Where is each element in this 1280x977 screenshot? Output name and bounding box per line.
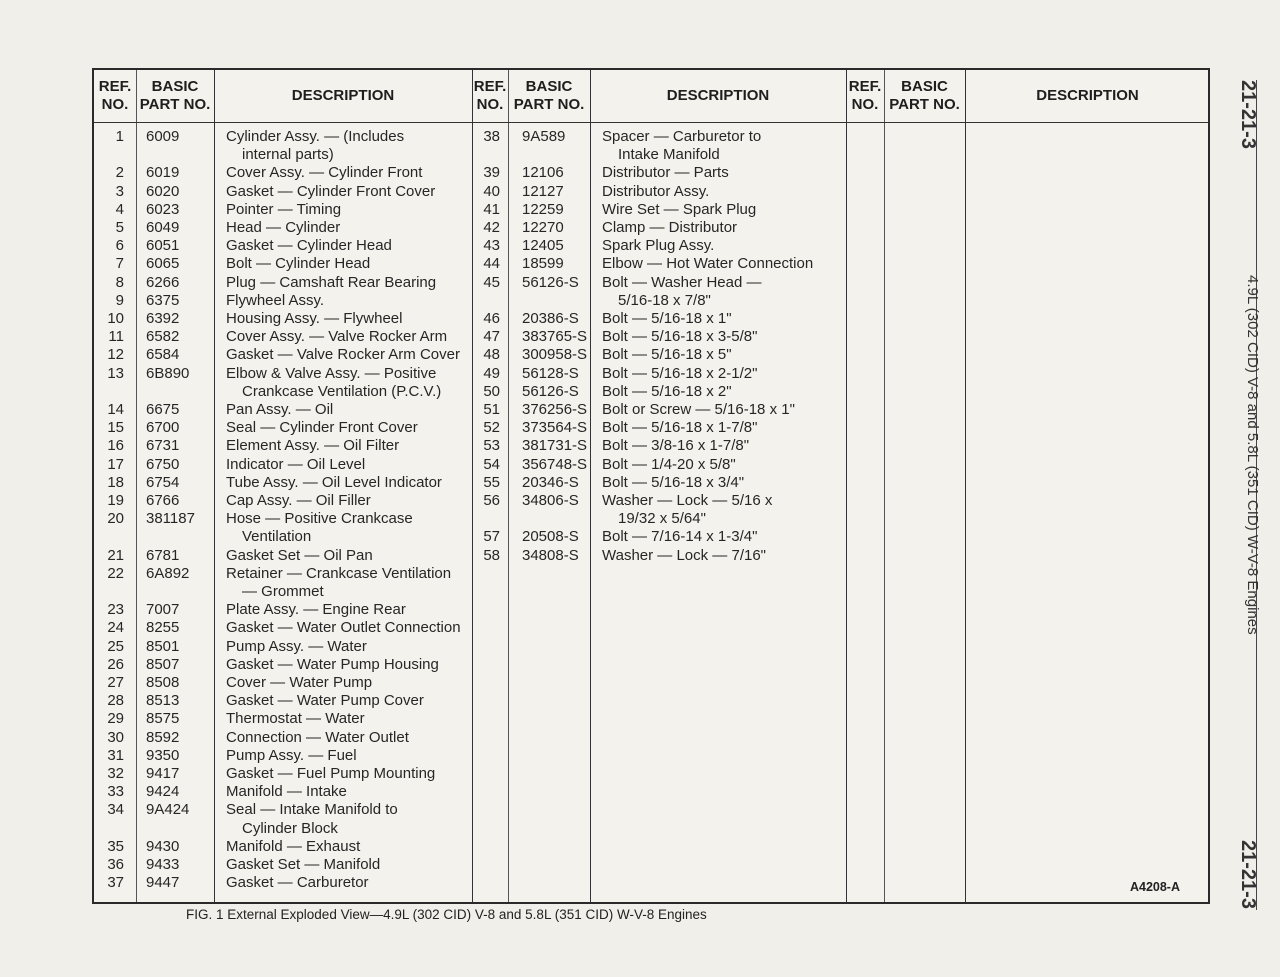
description xyxy=(226,310,402,328)
part-no: 8508 xyxy=(146,674,180,691)
description-line: Gasket — Fuel Pump Mounting xyxy=(226,765,436,782)
ref-no: 3 xyxy=(115,182,124,200)
description-line: Pointer — Timing xyxy=(226,200,342,218)
ref-no: 36 xyxy=(107,856,124,873)
part-no: 383765-S xyxy=(522,328,588,346)
description-line: Cover Assy. — Valve Rocker Arm xyxy=(226,328,448,346)
ref-no: 54 xyxy=(483,455,500,473)
ref-no: 15 xyxy=(107,419,124,437)
part-no: 6020 xyxy=(146,182,180,200)
description xyxy=(226,747,357,765)
description xyxy=(226,164,422,182)
ref-no: 5 xyxy=(115,219,124,236)
figure-id: A4208-A xyxy=(1129,880,1180,894)
ref-no: 30 xyxy=(107,728,124,746)
description xyxy=(226,401,333,419)
description xyxy=(602,383,732,401)
description-line: Bolt — 5/16-18 x 3-5/8" xyxy=(602,328,758,346)
ref-no: 44 xyxy=(483,255,500,273)
description xyxy=(226,474,442,492)
description-line: Bolt — Cylinder Head xyxy=(226,255,371,273)
ref-no: 41 xyxy=(483,200,500,218)
description-line: Bolt — 5/16-18 x 5" xyxy=(602,346,732,364)
description xyxy=(226,801,398,837)
description-line: Gasket — Cylinder Front Cover xyxy=(226,182,436,200)
description-line: Bolt — 7/16-14 x 1-3/4" xyxy=(602,528,758,546)
description-line: Gasket — Water Pump Housing xyxy=(226,655,439,673)
description-line: Gasket — Carburetor xyxy=(226,874,369,892)
description-line: Plate Assy. — Engine Rear xyxy=(226,601,406,619)
header-desc-label: DESCRIPTION xyxy=(666,87,770,104)
part-no: 8507 xyxy=(146,655,180,673)
part-no: 8255 xyxy=(146,619,180,637)
description xyxy=(226,874,369,892)
part-no: 9417 xyxy=(146,765,180,782)
description-line: Thermostat — Water xyxy=(226,710,365,728)
part-no: 6781 xyxy=(146,546,180,564)
description xyxy=(226,346,460,364)
description xyxy=(226,692,424,710)
description xyxy=(226,419,418,437)
ref-no: 6 xyxy=(115,237,124,255)
description xyxy=(226,783,347,801)
ref-no: 7 xyxy=(115,255,124,273)
ref-no: 10 xyxy=(107,310,124,327)
part-no: 8575 xyxy=(146,710,180,728)
ref-no: 4 xyxy=(115,200,124,218)
part-no: 8501 xyxy=(146,637,180,655)
description xyxy=(226,292,324,310)
header-part-label: BASIC PART NO. xyxy=(513,78,585,113)
description-continuation: 5/16-18 x 7/8" xyxy=(618,291,711,309)
description-line: Bolt — 3/8-16 x 1-7/8" xyxy=(602,437,750,455)
divider xyxy=(508,70,509,902)
header-ref-label: REF. NO. xyxy=(473,78,507,113)
description-line: Cover Assy. — Cylinder Front xyxy=(226,164,423,182)
description-line: Spark Plug Assy. xyxy=(602,237,715,255)
part-no: 6B890 xyxy=(146,364,190,382)
part-no: 6A892 xyxy=(146,564,190,582)
description xyxy=(602,528,757,546)
ref-no: 16 xyxy=(107,437,124,455)
description-line: Bolt or Screw — 5/16-18 x 1" xyxy=(602,401,795,418)
description xyxy=(226,765,435,783)
part-no: 6051 xyxy=(146,237,180,255)
header-part-label: BASIC PART NO. xyxy=(139,78,211,113)
part-no: 6392 xyxy=(146,310,180,327)
description-line: Distributor — Parts xyxy=(602,164,729,182)
description xyxy=(226,710,365,728)
part-no: 356748-S xyxy=(522,455,588,473)
description-line: Gasket — Cylinder Head xyxy=(226,237,392,255)
header-description xyxy=(214,70,472,122)
ref-no: 1 xyxy=(115,128,124,145)
ref-no: 39 xyxy=(483,164,500,182)
description xyxy=(226,328,447,346)
divider xyxy=(884,70,885,902)
description-line: Pan Assy. — Oil xyxy=(226,401,334,418)
description-line: Cylinder Assy. — (Includes xyxy=(226,128,405,145)
ref-no: 17 xyxy=(107,455,124,473)
description-line: Manifold — Exhaust xyxy=(226,837,361,855)
description xyxy=(226,547,373,565)
description-line: Seal — Cylinder Front Cover xyxy=(226,419,418,437)
part-no: 7007 xyxy=(146,601,180,619)
ref-no: 2 xyxy=(115,164,124,182)
ref-no: 42 xyxy=(483,219,500,236)
part-no: 9350 xyxy=(146,746,180,764)
description-line: Hose — Positive Crankcase xyxy=(226,510,413,528)
description-line: Washer — Lock — 5/16 x xyxy=(602,492,773,509)
header-part-no xyxy=(884,70,965,122)
ref-no: 51 xyxy=(483,401,500,418)
description xyxy=(602,255,813,273)
description-line: Housing Assy. — Flywheel xyxy=(226,310,403,327)
part-no: 20386-S xyxy=(522,310,579,327)
description xyxy=(602,164,729,182)
description-line: Indicator — Oil Level xyxy=(226,455,366,473)
description-line: Pump Assy. — Fuel xyxy=(226,746,357,764)
divider xyxy=(214,70,215,902)
ref-no: 50 xyxy=(483,382,500,400)
ref-no: 8 xyxy=(115,273,124,291)
description-line: Bolt — 5/16-18 x 2-1/2" xyxy=(602,364,758,382)
part-no: 6023 xyxy=(146,200,180,218)
description xyxy=(226,619,461,637)
description-line: Washer — Lock — 7/16" xyxy=(602,546,766,564)
part-no: 56126-S xyxy=(522,273,579,291)
header-part-no xyxy=(508,70,590,122)
description xyxy=(602,456,736,474)
ref-no: 46 xyxy=(483,310,500,327)
description xyxy=(602,401,795,419)
description-line: Gasket — Water Outlet Connection xyxy=(226,619,461,637)
header-description xyxy=(965,70,1210,122)
description-line: Plug — Camshaft Rear Bearing xyxy=(226,273,437,291)
description-line: Gasket — Valve Rocker Arm Cover xyxy=(226,346,460,364)
part-no: 8592 xyxy=(146,728,180,746)
page-code-bottom: 21-21-3 xyxy=(1237,840,1259,909)
ref-no: 22 xyxy=(107,564,124,582)
description xyxy=(226,565,451,601)
ref-no: 31 xyxy=(107,746,124,764)
ref-no: 53 xyxy=(483,437,500,455)
part-no: 6731 xyxy=(146,437,180,455)
description-line: Bolt — 1/4-20 x 5/8" xyxy=(602,455,736,473)
description-line: Elbow & Valve Assy. — Positive xyxy=(226,364,437,382)
description xyxy=(226,856,380,874)
ref-no: 48 xyxy=(483,346,500,364)
ref-no: 32 xyxy=(107,765,124,782)
header-divider xyxy=(94,122,1208,123)
description xyxy=(226,201,341,219)
ref-no: 23 xyxy=(107,601,124,619)
description xyxy=(226,510,413,546)
ref-no: 11 xyxy=(108,328,124,346)
ref-no: 45 xyxy=(483,273,500,291)
part-no: 20508-S xyxy=(522,528,579,546)
description xyxy=(602,310,732,328)
figure-caption: FIG. 1 External Exploded View—4.9L (302 CID) V-8 and 5.8L (351 CID) W-V-8 Engines xyxy=(186,907,707,922)
part-no: 20346-S xyxy=(522,473,579,491)
ref-no: 24 xyxy=(107,619,124,637)
description xyxy=(602,346,732,364)
description xyxy=(226,365,441,401)
description-line: Clamp — Distributor xyxy=(602,219,738,236)
description-line: Seal — Intake Manifold to xyxy=(226,801,398,819)
description xyxy=(226,255,370,273)
description xyxy=(602,328,757,346)
part-no: 6375 xyxy=(146,291,180,309)
part-no: 12127 xyxy=(522,182,564,200)
ref-no: 56 xyxy=(483,492,500,509)
description xyxy=(602,419,757,437)
part-no: 6766 xyxy=(146,492,180,509)
description xyxy=(602,183,709,201)
part-no: 56126-S xyxy=(522,382,579,400)
ref-no: 34 xyxy=(107,801,124,819)
description-continuation: Intake Manifold xyxy=(618,146,720,164)
header-part-no xyxy=(136,70,214,122)
description xyxy=(226,601,406,619)
description-continuation: 19/32 x 5/64" xyxy=(618,510,706,528)
part-no: 9433 xyxy=(146,856,180,873)
description-line: Bolt — Washer Head — xyxy=(602,273,762,291)
description-line: Bolt — 5/16-18 x 1" xyxy=(602,310,732,327)
part-no: 6750 xyxy=(146,455,180,473)
description-line: Bolt — 5/16-18 x 2" xyxy=(602,382,732,400)
ref-no: 9 xyxy=(115,291,124,309)
ref-no: 43 xyxy=(483,237,500,255)
part-no: 6019 xyxy=(146,164,180,182)
part-no: 12405 xyxy=(522,237,564,255)
part-no: 9430 xyxy=(146,837,180,855)
description xyxy=(226,128,404,164)
description-line: Tube Assy. — Oil Level Indicator xyxy=(226,473,442,491)
part-no: 9447 xyxy=(146,874,180,892)
header-desc-label: DESCRIPTION xyxy=(291,87,395,104)
description xyxy=(226,838,360,856)
description xyxy=(226,674,372,692)
description-line: Distributor Assy. xyxy=(602,182,710,200)
divider xyxy=(136,70,137,902)
ref-no: 27 xyxy=(107,674,124,691)
part-no: 9A424 xyxy=(146,801,190,819)
ref-no: 13 xyxy=(107,364,124,382)
part-no: 6065 xyxy=(146,255,180,273)
description-line: Manifold — Intake xyxy=(226,783,347,801)
header-ref-no xyxy=(472,70,508,122)
description-line: Flywheel Assy. xyxy=(226,291,325,309)
header-ref-label: REF. NO. xyxy=(848,78,882,113)
part-no: 6675 xyxy=(146,401,180,418)
part-no: 6009 xyxy=(146,128,180,145)
description xyxy=(602,547,766,565)
description xyxy=(602,274,762,310)
part-no: 6266 xyxy=(146,273,180,291)
part-no: 34808-S xyxy=(522,546,579,564)
part-no: 9424 xyxy=(146,783,180,801)
parts-table xyxy=(92,68,1210,904)
ref-no: 25 xyxy=(107,637,124,655)
header-description xyxy=(590,70,846,122)
description-line: Connection — Water Outlet xyxy=(226,728,409,746)
description xyxy=(602,474,744,492)
description-line: Spacer — Carburetor to xyxy=(602,128,762,145)
ref-no: 14 xyxy=(107,401,124,418)
part-no: 12270 xyxy=(522,219,564,236)
divider xyxy=(846,70,847,902)
part-no: 6700 xyxy=(146,419,180,437)
part-no: 300958-S xyxy=(522,346,588,364)
description-continuation: Crankcase Ventilation (P.C.V.) xyxy=(242,382,442,400)
header-ref-no xyxy=(94,70,136,122)
description xyxy=(226,456,365,474)
description-line: Head — Cylinder xyxy=(226,219,341,236)
ref-no: 18 xyxy=(107,473,124,491)
description-line: Gasket Set — Manifold xyxy=(226,856,381,873)
part-no: 12259 xyxy=(522,200,564,218)
ref-no: 38 xyxy=(483,128,500,145)
part-no: 381187 xyxy=(146,510,195,528)
part-no: 56128-S xyxy=(522,364,579,382)
ref-no: 19 xyxy=(107,492,124,509)
ref-no: 47 xyxy=(483,328,500,346)
page-section-title: 4.9L (302 CID) V-8 and 5.8L (351 CID) W-V-8 Engines xyxy=(1244,275,1261,635)
ref-no: 37 xyxy=(107,874,124,892)
description-continuation: Ventilation xyxy=(242,528,312,546)
description-line: Retainer — Crankcase Ventilation xyxy=(226,564,452,582)
description xyxy=(602,237,714,255)
ref-no: 12 xyxy=(107,346,124,364)
divider xyxy=(965,70,966,902)
description-line: Gasket Set — Oil Pan xyxy=(226,546,373,564)
part-no: 34806-S xyxy=(522,492,579,509)
part-no: 9A589 xyxy=(522,128,566,145)
ref-no: 40 xyxy=(483,182,500,200)
ref-no: 57 xyxy=(483,528,500,546)
description xyxy=(226,183,435,201)
part-no: 381731-S xyxy=(522,437,588,455)
description-line: Pump Assy. — Water xyxy=(226,637,367,655)
part-no: 12106 xyxy=(522,164,564,182)
ref-no: 49 xyxy=(483,364,500,382)
description xyxy=(602,437,749,455)
divider xyxy=(472,70,473,902)
part-no: 8513 xyxy=(146,692,180,710)
ref-no: 20 xyxy=(107,510,124,528)
description-continuation: Cylinder Block xyxy=(242,819,338,837)
description xyxy=(602,492,772,528)
description-continuation: — Grommet xyxy=(242,583,324,600)
part-no: 6754 xyxy=(146,473,180,491)
description xyxy=(226,638,367,656)
description-line: Bolt — 5/16-18 x 1-7/8" xyxy=(602,419,758,437)
description xyxy=(602,201,756,219)
part-no: 18599 xyxy=(522,255,564,273)
description-line: Bolt — 5/16-18 x 3/4" xyxy=(602,473,745,491)
description xyxy=(226,274,436,292)
description-line: Cap Assy. — Oil Filler xyxy=(226,492,371,509)
part-no: 373564-S xyxy=(522,419,588,437)
ref-no: 21 xyxy=(107,546,124,564)
description xyxy=(226,219,340,237)
part-no: 376256-S xyxy=(522,401,588,418)
description-line: Element Assy. — Oil Filter xyxy=(226,437,400,455)
description xyxy=(226,237,392,255)
description-line: Elbow — Hot Water Connection xyxy=(602,255,814,273)
header-ref-label: REF. NO. xyxy=(98,78,132,113)
description xyxy=(602,365,757,383)
part-no: 6582 xyxy=(146,328,180,346)
description xyxy=(602,128,761,164)
description-continuation: internal parts) xyxy=(242,146,334,164)
header-part-label: BASIC PART NO. xyxy=(889,78,960,113)
description-line: Wire Set — Spark Plug xyxy=(602,200,757,218)
part-no: 6049 xyxy=(146,219,180,236)
divider xyxy=(590,70,591,902)
description xyxy=(226,729,409,747)
description xyxy=(226,437,399,455)
ref-no: 28 xyxy=(107,692,124,710)
header-ref-no xyxy=(846,70,884,122)
ref-no: 58 xyxy=(483,546,500,564)
ref-no: 26 xyxy=(107,655,124,673)
ref-no: 33 xyxy=(107,783,124,801)
ref-no: 35 xyxy=(107,837,124,855)
ref-no: 29 xyxy=(107,710,124,728)
description xyxy=(602,219,737,237)
description-line: Cover — Water Pump xyxy=(226,674,373,691)
page-code-top: 21-21-3 xyxy=(1237,80,1259,149)
ref-no: 52 xyxy=(483,419,500,437)
description xyxy=(226,492,371,510)
header-desc-label: DESCRIPTION xyxy=(1036,87,1139,104)
description-line: Gasket — Water Pump Cover xyxy=(226,692,424,710)
part-no: 6584 xyxy=(146,346,180,364)
description xyxy=(226,656,439,674)
ref-no: 55 xyxy=(483,473,500,491)
